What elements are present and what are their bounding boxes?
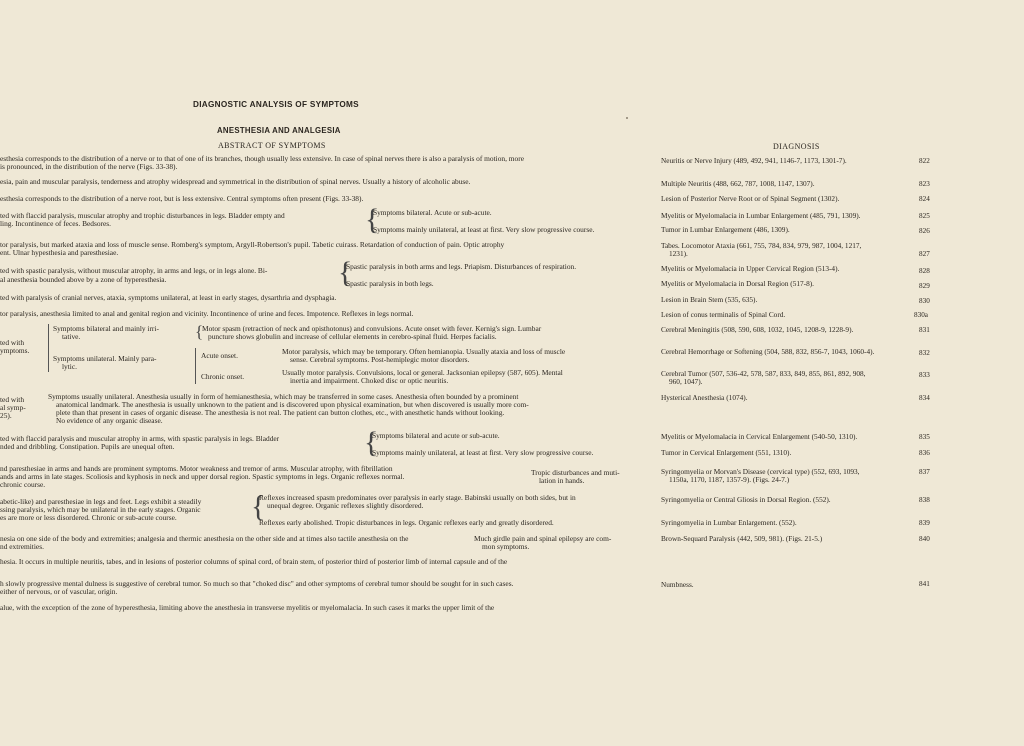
diagnosis-entry: Tumor in Lumbar Enlargement (486, 1309). <box>661 225 790 234</box>
section-number: 834 <box>919 394 930 402</box>
section-number: 827 <box>919 250 930 258</box>
symptom-text: nesia on one side of the body and extremities; analgesia and thermic anesthesia on the other side and at times also tactile anesthesia on the <box>0 534 409 543</box>
diagnosis-entry: Neuritis or Nerve Injury (489, 492, 941, 1146-7, 1173, 1301-7). <box>661 156 847 165</box>
diagnosis-entry: Lesion of conus terminalis of Spinal Cord. <box>661 310 786 319</box>
symptom-text: es are more or less disordered. Chronic or sub-acute course. <box>0 513 177 522</box>
diagnosis-entry: Numbness. <box>661 580 694 589</box>
page-title: DIAGNOSTIC ANALYSIS OF SYMPTOMS <box>193 100 359 109</box>
symptom-text: ted with <box>0 395 25 404</box>
brace: { <box>338 256 353 289</box>
symptom-text: is pronounced, in the distribution of the nerve (Figs. 33-38). <box>0 162 178 171</box>
branch-text: Motor spasm (retraction of neck and opisthotonus) and convulsions. Acute onset with fever. Kernig's sign. Lumbar <box>202 324 542 333</box>
symptom-text: al symp- <box>0 403 26 412</box>
diagnosis-entry: 960, 1047). <box>669 377 703 386</box>
diagnosis-entry: 1150a, 1170, 1187, 1357-9). (Figs. 24-7.) <box>669 475 790 484</box>
section-number: 823 <box>919 180 930 188</box>
symptom-text: 25). <box>0 411 12 420</box>
symptom-text: Symptoms usually unilateral. Anesthesia usually in form of hemianesthesia, which may be transferred in some cases. Anesthesia often bounded by a prominent <box>48 392 519 401</box>
branch-text: Reflexes early abolished. Tropic disturbances in legs. Organic reflexes early and greatly disordered. <box>259 518 554 527</box>
symptom-text: abetic-like) and paresthesiae in legs and feet. Legs exhibit a steadily <box>0 497 202 506</box>
diagnosis-entry: 1231). <box>669 249 688 258</box>
section-number: 828 <box>919 267 930 275</box>
section-number: 822 <box>919 157 930 165</box>
brace: { <box>365 203 380 236</box>
brace <box>195 348 198 384</box>
symptom-text: nded and dribbling. Constipation. Pupils are unequal often. <box>0 442 175 451</box>
section-number: 839 <box>919 519 930 527</box>
symptom-text: esthesia corresponds to the distribution of a nerve or to that of one of its branches, though usually less extensive. In case of spinal nerves there is also a paralysis of motion, more <box>0 154 524 163</box>
symptom-text: esia, pain and muscular paralysis, tenderness and atrophy widespread and symmetrical in the distribution of spinal nerves. Usually a history of alcoholic abuse. <box>0 177 471 186</box>
branch-text: Symptoms mainly unilateral, at least at first. Very slow progressive course. <box>373 225 595 234</box>
diagnosis-entry: Syringomyelia or Central Gliosis in Dorsal Region. (552). <box>661 495 831 504</box>
branch-text: lation in hands. <box>539 476 585 485</box>
section-number: 840 <box>919 535 930 543</box>
symptom-text: nd paresthesiae in arms and hands are prominent symptoms. Motor weakness and tremor of arms. Muscular atrophy, with fibrillation <box>0 464 393 473</box>
symptom-text: either of nervous, or of vascular, origin. <box>0 587 118 596</box>
symptom-text: ted with flaccid paralysis and muscular atrophy in arms, with spastic paralysis in legs. Bladder <box>0 434 280 443</box>
diagnosis-entry: Syringomyelia in Lumbar Enlargement. (552). <box>661 518 797 527</box>
diagnosis-entry: Hysterical Anesthesia (1074). <box>661 393 748 402</box>
symptom-text: alue, with the exception of the zone of hyperesthesia, limiting above the anesthesia in transverse myelitis or myelomalacia. In such cases it marks the upper limit of the <box>0 603 495 612</box>
branch-text: inertia and impairment. Choked disc or optic neuritis. <box>290 376 449 385</box>
diagnosis-entry: Tumor in Cervical Enlargement (551, 1310). <box>661 448 792 457</box>
section-title: ANESTHESIA AND ANALGESIA <box>217 126 341 135</box>
symptom-text: ands and arms in late stages. Scoliosis and kyphosis in neck and upper dorsal region. Spastic symptoms in legs. Organic reflexes normal. <box>0 472 405 481</box>
section-number: 829 <box>919 282 930 290</box>
symptom-text: anatomical landmark. The anesthesia is usually unknown to the patient and is discovered upon physical examination, but when discovered is usually more com- <box>56 400 529 409</box>
diagnosis-entry: Cerebral Tumor (507, 536-42, 578, 587, 833, 849, 855, 861, 892, 908, <box>661 369 866 378</box>
diagnosis-entry: Lesion in Brain Stem (535, 635). <box>661 295 758 304</box>
section-number: 824 <box>919 195 930 203</box>
diagnosis-entry: Myelitis or Myelomalacia in Dorsal Region (517-8). <box>661 279 814 288</box>
branch-text: Symptoms mainly unilateral, at least at first. Very slow progressive course. <box>372 448 594 457</box>
onset-label: Acute onset. <box>201 351 238 360</box>
symptom-text: chronic course. <box>0 480 46 489</box>
symptom-text: ted with paralysis of cranial nerves, ataxia, symptoms unilateral, at least in early stages, dysarthria and dysphagia. <box>0 293 337 302</box>
branch-text: mon symptoms. <box>482 542 530 551</box>
branch-text: puncture shows globulin and increase of cellular elements in cerebro-spinal fluid. Herpes facialis. <box>208 332 497 341</box>
section-number: 838 <box>919 496 930 504</box>
onset-label: Chronic onset. <box>201 372 245 381</box>
diagnosis-entry: Multiple Neuritis (488, 662, 787, 1008, 1147, 1307). <box>661 179 815 188</box>
symptom-text: ted with <box>0 338 25 347</box>
symptom-text: ted with spastic paralysis, without muscular atrophy, in arms and legs, or in legs alone. Bi- <box>0 266 268 275</box>
symptom-text: tor paralysis, anesthesia limited to anal and genital region and vicinity. Incontinence of urine and feces. Impotence. Reflexes in legs normal. <box>0 309 414 318</box>
branch-text: Motor paralysis, which may be temporary. Often hemianopia. Usually ataxia and loss of muscle <box>282 347 566 356</box>
section-number: 825 <box>919 212 930 220</box>
symptom-text: h slowly progressive mental dulness is suggestive of cerebral tumor. So much so that "choked disc" and other symptoms of cerebral tumor should be sought for in such cases. <box>0 579 514 588</box>
branch-text: Symptoms bilateral. Acute or sub-acute. <box>373 208 492 217</box>
section-number: 831 <box>919 326 930 334</box>
section-number: 836 <box>919 449 930 457</box>
symptom-text: nd extremities. <box>0 542 44 551</box>
diagnosis-entry: Cerebral Hemorrhage or Softening (504, 588, 832, 856-7, 1043, 1060-4). <box>661 347 875 356</box>
section-number: 837 <box>919 468 930 476</box>
diagnosis-entry: Myelitis or Myelomalacia in Cervical Enlargement (540-50, 1310). <box>661 432 858 441</box>
brace: { <box>195 322 204 341</box>
branch-text: Spastic paralysis in both legs. <box>346 279 434 288</box>
symptom-text: ling. Incontinence of feces. Bedsores. <box>0 219 112 228</box>
group-heading: Symptoms unilateral. Mainly para- <box>53 354 157 363</box>
branch-text: sense. Cerebral symptoms. Post-hemiplegic motor disorders. <box>290 355 470 364</box>
symptom-text: ymptoms. <box>0 346 30 355</box>
symptom-text: plete than that present in cases of organic disease. The anesthesia is not real. The patient can button clothes, etc., with anesthetic hands without looking. <box>56 408 505 417</box>
diagnosis-entry: Brown-Sequard Paralysis (442, 509, 981). (Figs. 21-5.) <box>661 534 823 543</box>
group-heading: Symptoms bilateral and mainly irri- <box>53 324 159 333</box>
symptom-text: ssing paralysis, which may be unilateral in the early stages. Organic <box>0 505 201 514</box>
group-heading: tative. <box>62 332 81 341</box>
symptom-text: ted with flaccid paralysis, muscular atrophy and trophic disturbances in legs. Bladder empty and <box>0 211 285 220</box>
symptom-text: al anesthesia bounded above by a zone of hyperesthesia. <box>0 275 167 284</box>
symptom-text: esthesia corresponds to the distribution of a nerve root, but is less extensive. Central symptoms often present (Figs. 33-38). <box>0 194 364 203</box>
symptom-text: ent. Ulnar hypesthesia and paresthesiae. <box>0 248 119 257</box>
symptom-text: tor paralysis, but marked ataxia and loss of muscle sense. Romberg's symptom, Argyll-Robertson's pupil. Tabetic cuirass. Retardation of conduction of pain. Optic atrophy <box>0 240 505 249</box>
branch-text: Usually motor paralysis. Convulsions, local or general. Jacksonian epilepsy (587, 605). Mental <box>282 368 563 377</box>
diagnosis-column-header: DIAGNOSIS <box>773 142 820 151</box>
diagnosis-entry: Myelitis or Myelomalacia in Lumbar Enlargement (485, 791, 1309). <box>661 211 861 220</box>
diagnosis-entry: Tabes. Locomotor Ataxia (661, 755, 784, 834, 979, 987, 1004, 1217, <box>661 241 862 250</box>
section-number: 835 <box>919 433 930 441</box>
symptoms-column-header: ABSTRACT OF SYMPTOMS <box>218 141 326 150</box>
section-number: 833 <box>919 371 930 379</box>
brace <box>48 324 51 372</box>
diagnosis-entry: Cerebral Meningitis (508, 590, 608, 1032, 1045, 1208-9, 1228-9). <box>661 325 854 334</box>
branch-text: Symptoms bilateral and acute or sub-acute. <box>372 431 500 440</box>
branch-text: Tropic disturbances and muti- <box>531 468 620 477</box>
branch-text: Much girdle pain and spinal epilepsy are com- <box>474 534 612 543</box>
brace: { <box>251 490 266 523</box>
diagnosis-entry: Lesion of Posterior Nerve Root or of Spinal Segment (1302). <box>661 194 840 203</box>
section-number: 830 <box>919 297 930 305</box>
branch-text: Reflexes increased spasm predominates over paralysis in early stage. Babinski usually on both sides, but in <box>259 493 576 502</box>
symptom-text: No evidence of any organic disease. <box>56 416 163 425</box>
diagnosis-entry: Myelitis or Myelomalacia in Upper Cervical Region (513-4). <box>661 264 840 273</box>
brace: { <box>364 426 379 459</box>
section-number: 841 <box>919 580 930 588</box>
group-heading: lytic. <box>62 362 77 371</box>
paper-speck <box>626 117 628 119</box>
section-number: 826 <box>919 227 930 235</box>
branch-text: Spastic paralysis in both arms and legs. Priapism. Disturbances of respiration. <box>346 262 577 271</box>
section-number: 830a <box>914 311 928 319</box>
branch-text: unequal degree. Organic reflexes slightly disordered. <box>267 501 424 510</box>
section-number: 832 <box>919 349 930 357</box>
symptom-text: hesia. It occurs in multiple neuritis, tabes, and in lesions of posterior columns of spinal cord, of brain stem, of posterior third of posterior limb of internal capsule and of the <box>0 557 508 566</box>
diagnosis-entry: Syringomyelia or Morvan's Disease (cervical type) (552, 693, 1093, <box>661 467 860 476</box>
